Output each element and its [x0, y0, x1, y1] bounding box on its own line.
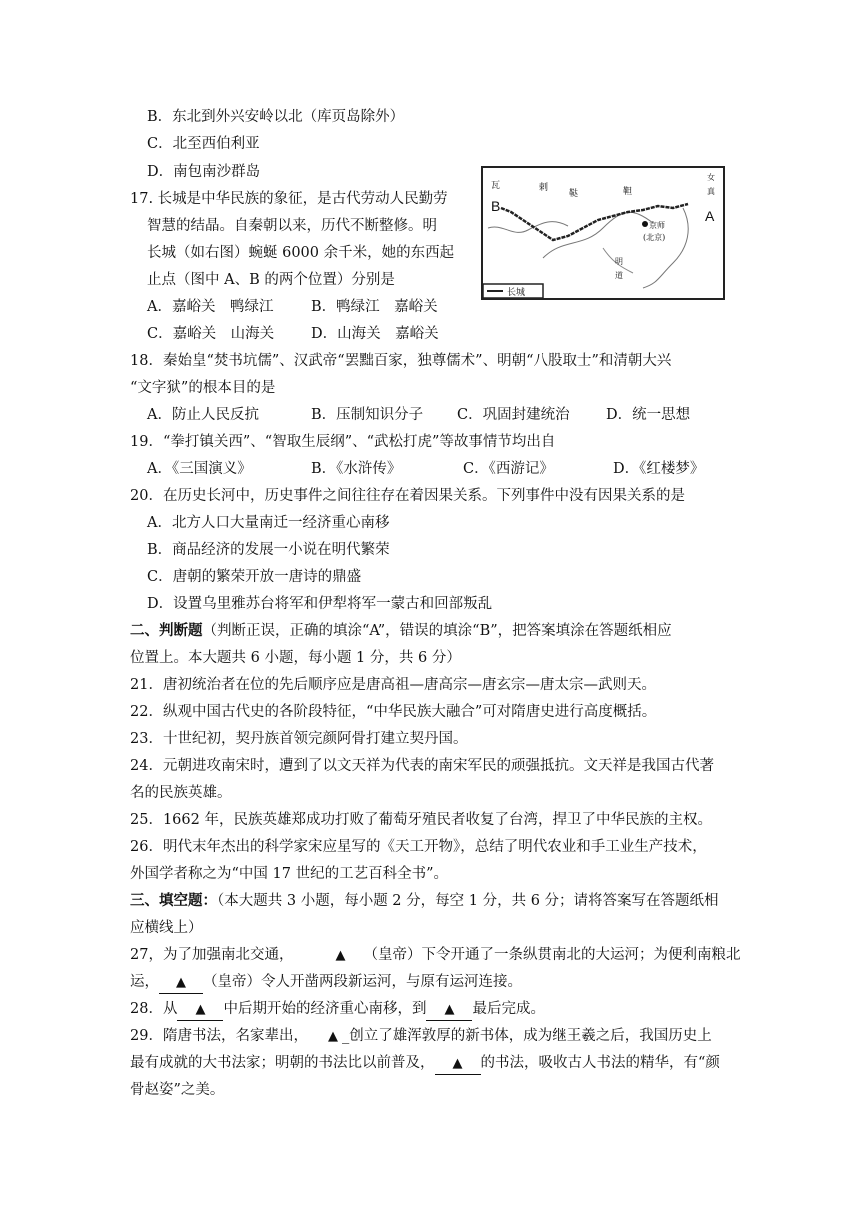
q18-stem-line-1: 18．秦始皇“焚书坑儒”、汉武帝“罢黜百家，独尊儒术”、明朝“八股取士”和清朝大兴: [130, 353, 672, 369]
q28-text-2: 中后期开始的经济重心南移，到: [223, 1001, 427, 1017]
q17-option-b: B．鸭绿江 嘉峪关: [311, 299, 438, 315]
q17-option-a: A．嘉峪关 鸭绿江: [147, 299, 274, 315]
q19-option-b: B．《水浒传》: [311, 461, 402, 477]
q18-stem-line-2: “文字狱”的根本目的是: [130, 380, 276, 396]
section-2-heading: [130, 621, 672, 641]
section-2-desc-1: （判断正误，正确的填涂“A”，错误的填涂“B”，把答案填涂在答题纸相应: [202, 623, 672, 639]
q18-option-a: A．防止人民反抗: [147, 407, 259, 423]
q16-option-c: C．北至西伯利亚: [147, 136, 260, 152]
map-label-zhen: 真: [707, 187, 715, 196]
q18-option-b: B．压制知识分子: [311, 407, 424, 423]
map-label-jingshi: 京师: [649, 221, 665, 230]
q27-blank-2: ▲: [159, 973, 203, 994]
q29-blank-2: ▲: [435, 1054, 481, 1075]
great-wall-map-drawing: [483, 168, 723, 298]
q19-option-d: D．《红楼梦》: [613, 461, 705, 477]
q27-text-1: 27，为了加强南北交通，: [130, 947, 294, 963]
capital-marker: [642, 221, 648, 227]
map-label-da: 鞑: [569, 189, 579, 199]
map-label-jing: 靼: [623, 187, 633, 197]
q20-option-b: B．商品经济的发展一小说在明代繁荣: [147, 542, 390, 558]
q18-option-d: D．统一思想: [606, 407, 691, 423]
map-label-dao: 道: [615, 271, 623, 280]
map-label-wa: 瓦: [491, 181, 501, 191]
q17-stem-line-2: 智慧的结晶。自秦朝以来，历代不断整修。明: [147, 218, 437, 234]
q29-blank-1-mark: ▲: [327, 1029, 338, 1044]
q21: 21．唐初统治者在位的先后顺序应是唐高祖—唐高宗—唐玄宗—唐太宗—武则天。: [130, 677, 656, 693]
map-label-ming: 明: [615, 257, 623, 266]
q29-text-3: 最有成就的大书法家；明朝的书法比以前普及，: [130, 1055, 435, 1071]
map-label-beijing: (北京): [643, 233, 666, 242]
q27-line-1: [130, 945, 740, 966]
section-3-desc-2: 应横线上）: [130, 920, 203, 936]
q29-line-1: [130, 1026, 712, 1047]
q19-option-a: A．《三国演义》: [147, 461, 252, 477]
map-label-la: 剌: [539, 183, 549, 193]
q25: 25．1662 年，民族英雄郑成功打败了葡萄牙殖民者收复了台湾，捍卫了中华民族的主权。: [130, 812, 712, 828]
q23: 23．十世纪初，契丹族首领完颜阿骨打建立契丹国。: [130, 731, 468, 747]
q29-text-1: 29．隋唐书法，名家辈出，: [130, 1028, 308, 1044]
q16-option-b: B．东北到外兴安岭以北（库页岛除外）: [147, 109, 405, 125]
q19-stem: 19．“拳打镇关西”、“智取生辰纲”、“武松打虎”等故事情节均出自: [130, 434, 556, 450]
map-label-a: A: [705, 208, 715, 224]
q20-stem: 20．在历史长河中，历史事件之间往往存在着因果关系。下列事件中没有因果关系的是: [130, 488, 685, 504]
q17-option-c: C．嘉峪关 山海关: [147, 326, 275, 342]
q28-blank-1: ▲: [177, 1000, 223, 1021]
q19-option-c: C．《西游记》: [463, 461, 554, 477]
q27-text-4: （皇帝）令人开凿两段新运河，与原有运河连接。: [203, 974, 522, 990]
section-3-title: 三、填空题：: [130, 892, 217, 909]
q29-line-3: 骨赵姿”之美。: [130, 1082, 225, 1098]
q26-line-1: 26．明代末年杰出的科学家宋应星写的《天工开物》，总结了明代农业和手工业生产技术，: [130, 839, 707, 855]
q29-text-2: _创立了雄浑敦厚的新书体，成为继王羲之后，我国历史上: [341, 1028, 712, 1044]
map-legend-label: 长城: [507, 288, 526, 298]
q17-option-d: D．山海关 嘉峪关: [311, 326, 439, 342]
q17-stem-line-3: 长城（如右图）蜿蜒 6000 余千米，她的东西起: [147, 245, 455, 261]
q18-option-c: C．巩固封建统治: [457, 407, 570, 423]
q20-option-d: D．设置乌里雅苏台将军和伊犁将军一蒙古和回部叛乱: [147, 596, 493, 612]
q27-text-3: 运，: [130, 974, 159, 990]
q17-stem-line-1: 17. 长城是中华民族的象征，是古代劳动人民勤劳: [130, 191, 448, 207]
section-3-desc-1: （本大题共 3 小题，每小题 2 分，每空 1 分，共 6 分；请将答案写在答题纸相: [217, 893, 719, 909]
q22: 22．纵观中国古代史的各阶段特征，“中华民族大融合”可对隋唐史进行高度概括。: [130, 704, 657, 720]
q24-line-1: 24．元朝进攻南宋时，遭到了以文天祥为代表的南宋军民的顽强抵抗。文天祥是我国古代著: [130, 758, 714, 774]
q28-line: [130, 999, 545, 1021]
section-3-heading: [130, 891, 719, 911]
q27-blank-1-mark: ▲: [335, 948, 346, 963]
q28-text-3: 最后完成。: [472, 1001, 545, 1017]
q20-option-a: A．北方人口大量南迁一经济重心南移: [147, 515, 390, 531]
map-label-b: B: [491, 198, 501, 214]
q29-line-2: [130, 1053, 720, 1075]
section-2-title: 二、判断题: [130, 622, 203, 639]
q27-line-2: [130, 972, 522, 994]
q26-line-2: 外国学者称之为“中国 17 世纪的工艺百科全书”。: [130, 866, 448, 882]
q16-option-d: D．南包南沙群岛: [147, 164, 261, 180]
q28-text-1: 28．从: [130, 1001, 178, 1017]
q27-text-2: （皇帝）下令开通了一条纵贯南北的大运河；为便利南粮北: [363, 947, 741, 963]
q17-stem-line-4: 止点（图中 A、B 的两个位置）分别是: [147, 272, 395, 288]
section-2-desc-2: 位置上。本大题共 6 小题，每小题 1 分，共 6 分）: [130, 650, 461, 666]
q29-text-4: 的书法，吸收古人书法的精华，有“颜: [480, 1055, 720, 1071]
q24-line-2: 名的民族英雄。: [130, 785, 232, 801]
great-wall-map: [481, 166, 725, 300]
map-label-nv: 女: [707, 173, 715, 182]
q28-blank-2: ▲: [426, 1000, 472, 1021]
q20-option-c: C．唐朝的繁荣开放一唐诗的鼎盛: [147, 569, 362, 585]
